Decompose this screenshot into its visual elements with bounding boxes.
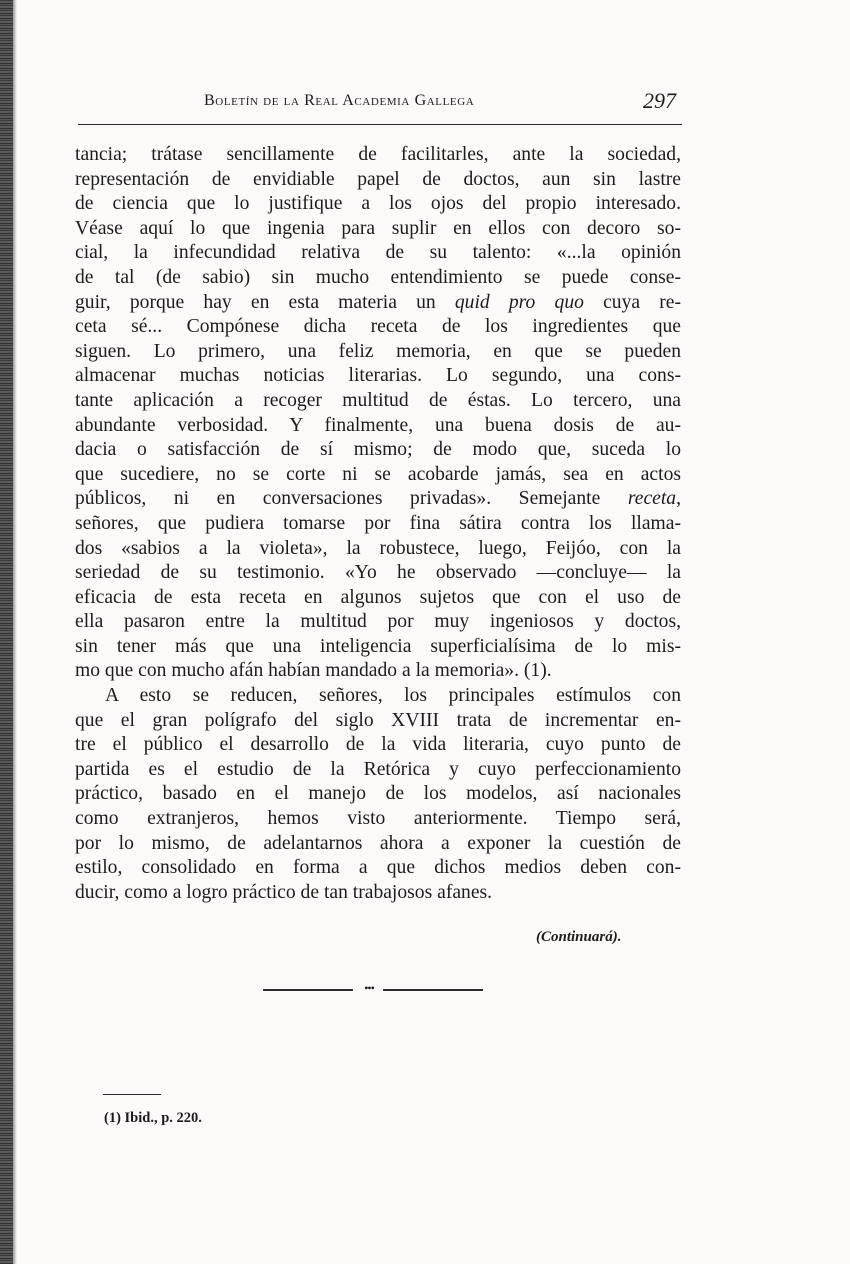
line-italic: quid pro quo [454, 291, 584, 313]
line-text: guir, porque hay en esta materia un [75, 291, 455, 313]
line-text: A esto se reducen, señores, los principales estímulos con [105, 685, 681, 707]
text-line [75, 733, 681, 758]
text-line [75, 537, 681, 562]
line-text: ceta sé... Compónese dicha receta de los ingredientes que [75, 316, 681, 338]
text-line [75, 291, 681, 316]
binding-edge-shadow [0, 0, 13, 1264]
text-line [75, 561, 681, 586]
text-line [75, 315, 681, 340]
text-line [75, 586, 681, 611]
line-text: Véase aquí lo que ingenia para suplir en ellos con decoro so- [75, 217, 681, 239]
line-text: públicos, ni en conversaciones privadas». Semejante [75, 488, 628, 510]
text-line [75, 832, 681, 857]
line-text: partida es el estudio de la Retórica y cuyo perfeccionamiento [75, 758, 681, 780]
line-text: que sucediere, no se corte ni se acobarde jamás, sea en actos [75, 463, 681, 485]
line-text: representación de envidiable papel de doctos, aun sin lastre [75, 168, 681, 190]
line-text: de tal (de sabio) sin mucho entendimiento se puede conse- [75, 266, 681, 288]
line-text: dos «sabios a la violeta», la robustece, luego, Feijóo, con la [75, 537, 681, 559]
text-line [75, 512, 681, 537]
line-text: mo que con mucho afán habían mandado a la memoria». (1). [75, 660, 552, 682]
text-line [75, 782, 681, 807]
line-text: eficacia de esta receta en algunos sujetos que con el uso de [75, 586, 681, 608]
text-line [75, 635, 681, 660]
text-line [75, 709, 681, 734]
section-ornament [263, 981, 483, 996]
text-line [75, 192, 681, 217]
line-text: ella pasaron entre la multitud por muy ingeniosos y doctos, [75, 611, 681, 633]
ornament-rule-left [263, 989, 353, 991]
page-number: 297 [643, 88, 676, 113]
line-text: abundante verbosidad. Y finalmente, una buena dosis de au- [75, 414, 681, 436]
running-title: Boletín de la Real Academia Gallega [204, 92, 475, 109]
line-text: de ciencia que lo justifique a los ojos del propio interesado. [75, 193, 681, 215]
line-text: tante aplicación a recoger multitud de éstas. Lo tercero, una [75, 389, 681, 411]
footnote-rule [103, 1094, 161, 1095]
line-text: estilo, consolidado en forma a que dichos medios deben con- [75, 857, 681, 879]
text-line [75, 684, 681, 709]
ornament-rule-right [383, 989, 483, 991]
line-text: tancia; trátase sencillamente de facilitarles, ante la sociedad, [75, 144, 681, 165]
continuation-note: (Continuará). [536, 929, 622, 945]
text-line [75, 241, 681, 266]
footnote: (1) Ibid., p. 220. [104, 1110, 202, 1126]
text-line [75, 758, 681, 783]
text-line [75, 143, 681, 168]
line-text: siguen. Lo primero, una feliz memoria, en que se pueden [75, 340, 681, 362]
text-line [75, 856, 681, 881]
ornament-dots: ••• [364, 981, 374, 995]
text-line [75, 389, 681, 414]
line-text-after: , [676, 488, 681, 510]
line-text: tre el público el desarrollo de la vida literaria, cuyo punto de [75, 734, 681, 756]
line-text: almacenar muchas noticias literarias. Lo segundo, una cons- [75, 365, 681, 387]
line-text: ducir, como a logro práctico de tan trabajosos afanes. [75, 881, 493, 903]
line-text-after: cuya re- [583, 291, 681, 313]
binding-gradient [13, 0, 17, 1264]
page-header [78, 88, 682, 125]
text-line [75, 168, 681, 193]
text-line [75, 364, 681, 389]
text-line [75, 414, 681, 439]
line-text: sin tener más que una inteligencia superficialísima de lo mis- [75, 635, 681, 657]
line-text: seriedad de su testimonio. «Yo he observado —concluye— la [75, 562, 681, 584]
body-text [75, 143, 681, 905]
text-line [75, 463, 681, 488]
text-line [75, 807, 681, 832]
text-line [75, 266, 681, 291]
text-line [75, 610, 681, 635]
text-line [75, 487, 681, 512]
text-line [75, 881, 681, 906]
line-text: como extranjeros, hemos visto anteriormente. Tiempo será, [75, 808, 681, 830]
text-line [75, 438, 681, 463]
line-text: señores, que pudiera tomarse por fina sátira contra los llama- [75, 512, 681, 534]
line-text: cial, la infecundidad relativa de su talento: «...la opinión [75, 242, 681, 264]
line-text: por lo mismo, de adelantarnos ahora a exponer la cuestión de [75, 832, 681, 854]
text-line [75, 659, 681, 684]
text-line [75, 340, 681, 365]
line-italic: receta [627, 488, 677, 510]
line-text: dacia o satisfacción de sí mismo; de modo que, suceda lo [75, 439, 681, 461]
line-text: práctico, basado en el manejo de los modelos, así nacionales [75, 783, 681, 805]
text-line [75, 217, 681, 242]
line-text: que el gran polígrafo del siglo XVIII trata de incrementar en- [75, 709, 681, 731]
